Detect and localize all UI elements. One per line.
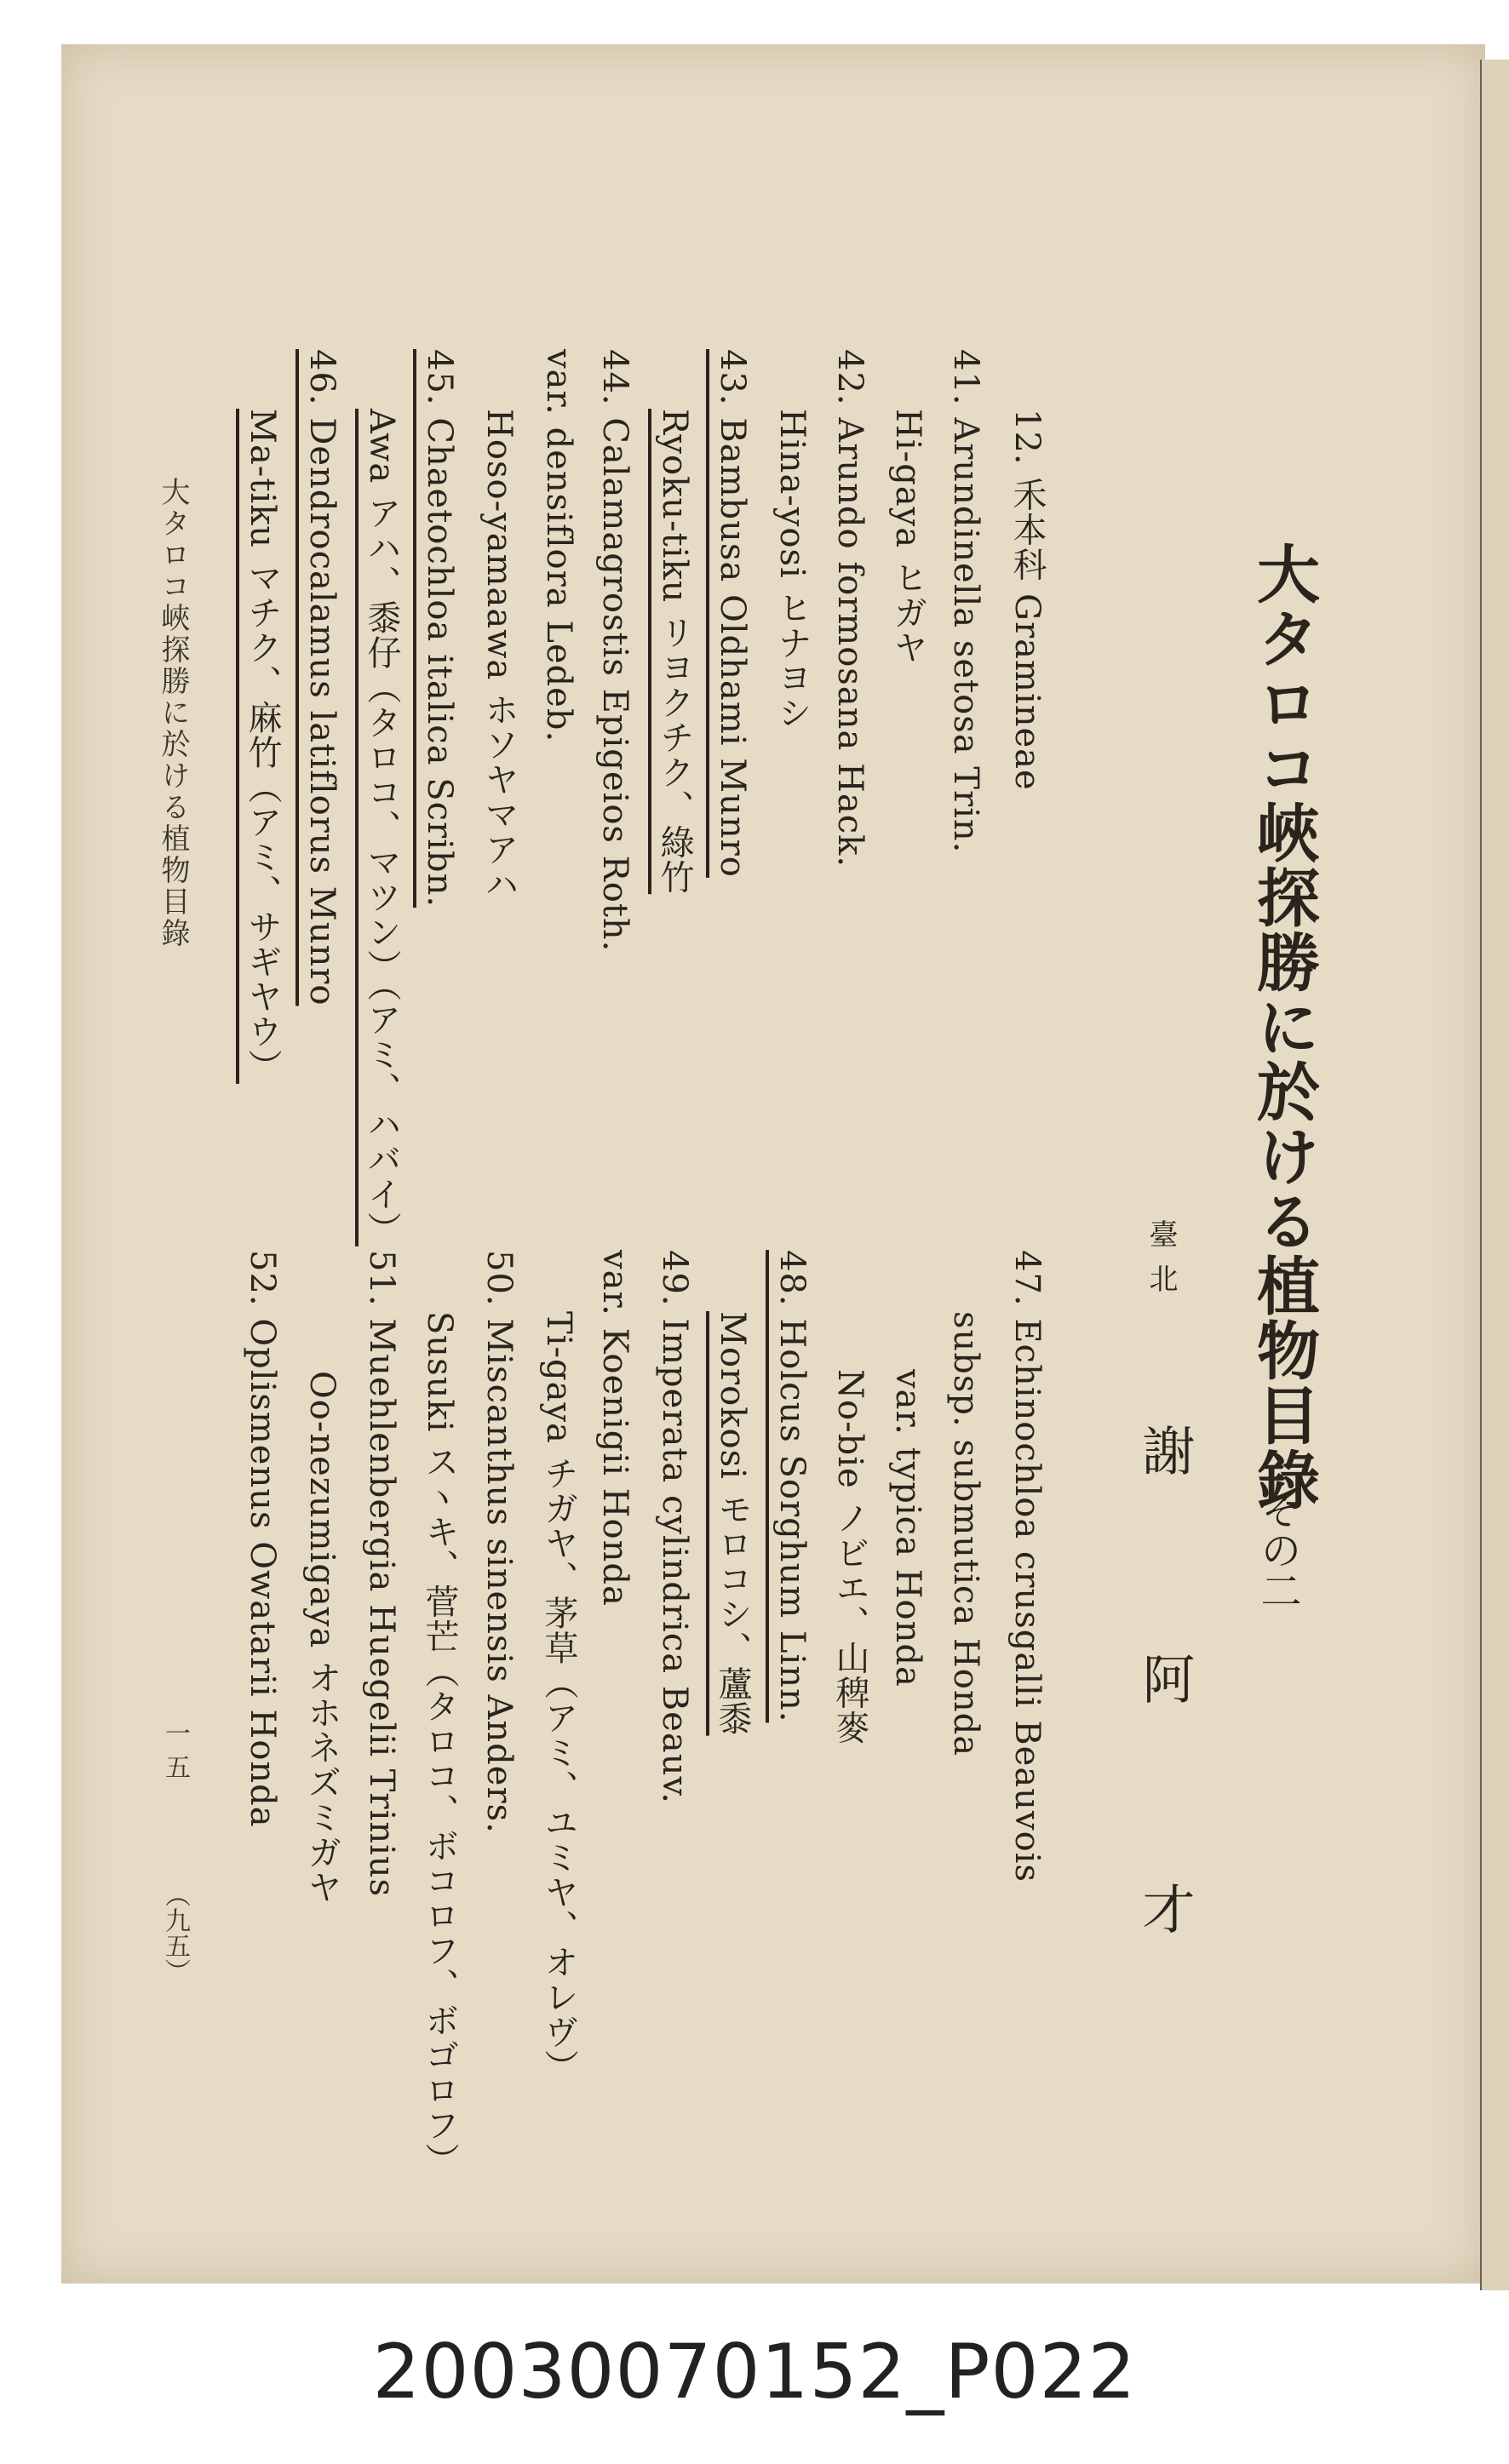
species-common-name: Oo-nezumigaya オホネズミガヤ — [302, 1371, 341, 1905]
species-common-name: Hi-gaya ヒガヤ — [888, 409, 927, 665]
species-common-name: Ma-tiku マチク、麻竹（アミ、サギヤウ） — [243, 409, 282, 1084]
species-entry: 50. Miscanthus sinensis Anders. — [479, 1250, 519, 1834]
total-page-number: （九五） — [160, 1882, 190, 1984]
species-common-name: Hoso-yamaawa ホソヤマアハ — [479, 409, 519, 902]
variety-entry: var. typica Honda — [888, 1369, 927, 1688]
species-entry: 52. Oplismenus Owatarii Honda — [243, 1250, 282, 1828]
species-entry: 46. Dendrocalamus latiflorus Munro — [302, 349, 341, 1006]
species-common-name: Ryoku-tiku リヨクチク、綠竹 — [655, 409, 694, 895]
author-location: 臺北 — [1144, 1219, 1178, 1308]
species-entry: 48. Holcus Sorghum Linn. — [772, 1250, 812, 1723]
species-entry: 44. Calamagrostis Epigeios Roth. — [595, 349, 634, 953]
running-title: 大タロコ峽探勝に於ける植物目錄 — [156, 477, 190, 949]
variety-entry: var. Koenigii Honda — [595, 1250, 634, 1607]
variety-entry: var. densiflora Ledeb. — [539, 349, 578, 743]
species-common-name: Morokosi モロコシ、蘆黍 — [713, 1311, 752, 1736]
species-entry: 49. Imperata cylindrica Beauv. — [655, 1250, 694, 1805]
species-entry: 45. Chaetochloa italica Scribn. — [420, 349, 459, 908]
subspecies-entry: subsp. submutica Honda — [946, 1311, 985, 1757]
species-entry: 51. Muehlenbergia Huegelii Trinius — [362, 1250, 401, 1898]
species-entry: 43. Bambusa Oldhami Munro — [713, 349, 752, 878]
species-common-name: Susuki スヽキ、菅芒（タロコ、ボコロフ、ボゴロフ） — [420, 1311, 459, 2178]
author-name-char: 才 — [1133, 1882, 1196, 1934]
species-entry: 41. Arundinella setosa Trin. — [946, 349, 985, 854]
species-entry: 42. Arundo formosana Hack. — [830, 349, 869, 868]
species-common-name: Awa アハ、黍仔（タロコ、マツン）（アミ、ハバイ） — [362, 409, 401, 1246]
catalog-id-caption: 20030070152_P022 — [372, 2328, 1137, 2415]
author-name-char: 阿 — [1133, 1652, 1196, 1705]
page-number: 一五 — [160, 1720, 190, 1788]
author-name-char: 謝 — [1133, 1424, 1196, 1476]
family-heading: 12. 禾本科 Gramineae — [1007, 409, 1047, 791]
page-subtitle: その二 — [1254, 1488, 1301, 1611]
species-entry: 47. Echinochloa crusgalli Beauvois — [1007, 1250, 1047, 1882]
adjacent-page-edge — [1480, 60, 1509, 2290]
species-common-name: Ti-gaya チガヤ、茅草（アミ、ユミヤ、オレヴ） — [539, 1311, 578, 2084]
species-common-name: Hina-yosi ヒナヨシ — [772, 409, 812, 731]
page-title: 大タロコ峽探勝に於ける植物目錄 — [1247, 542, 1320, 1512]
species-common-name: No-bie ノビエ、山稗麥 — [830, 1369, 869, 1745]
